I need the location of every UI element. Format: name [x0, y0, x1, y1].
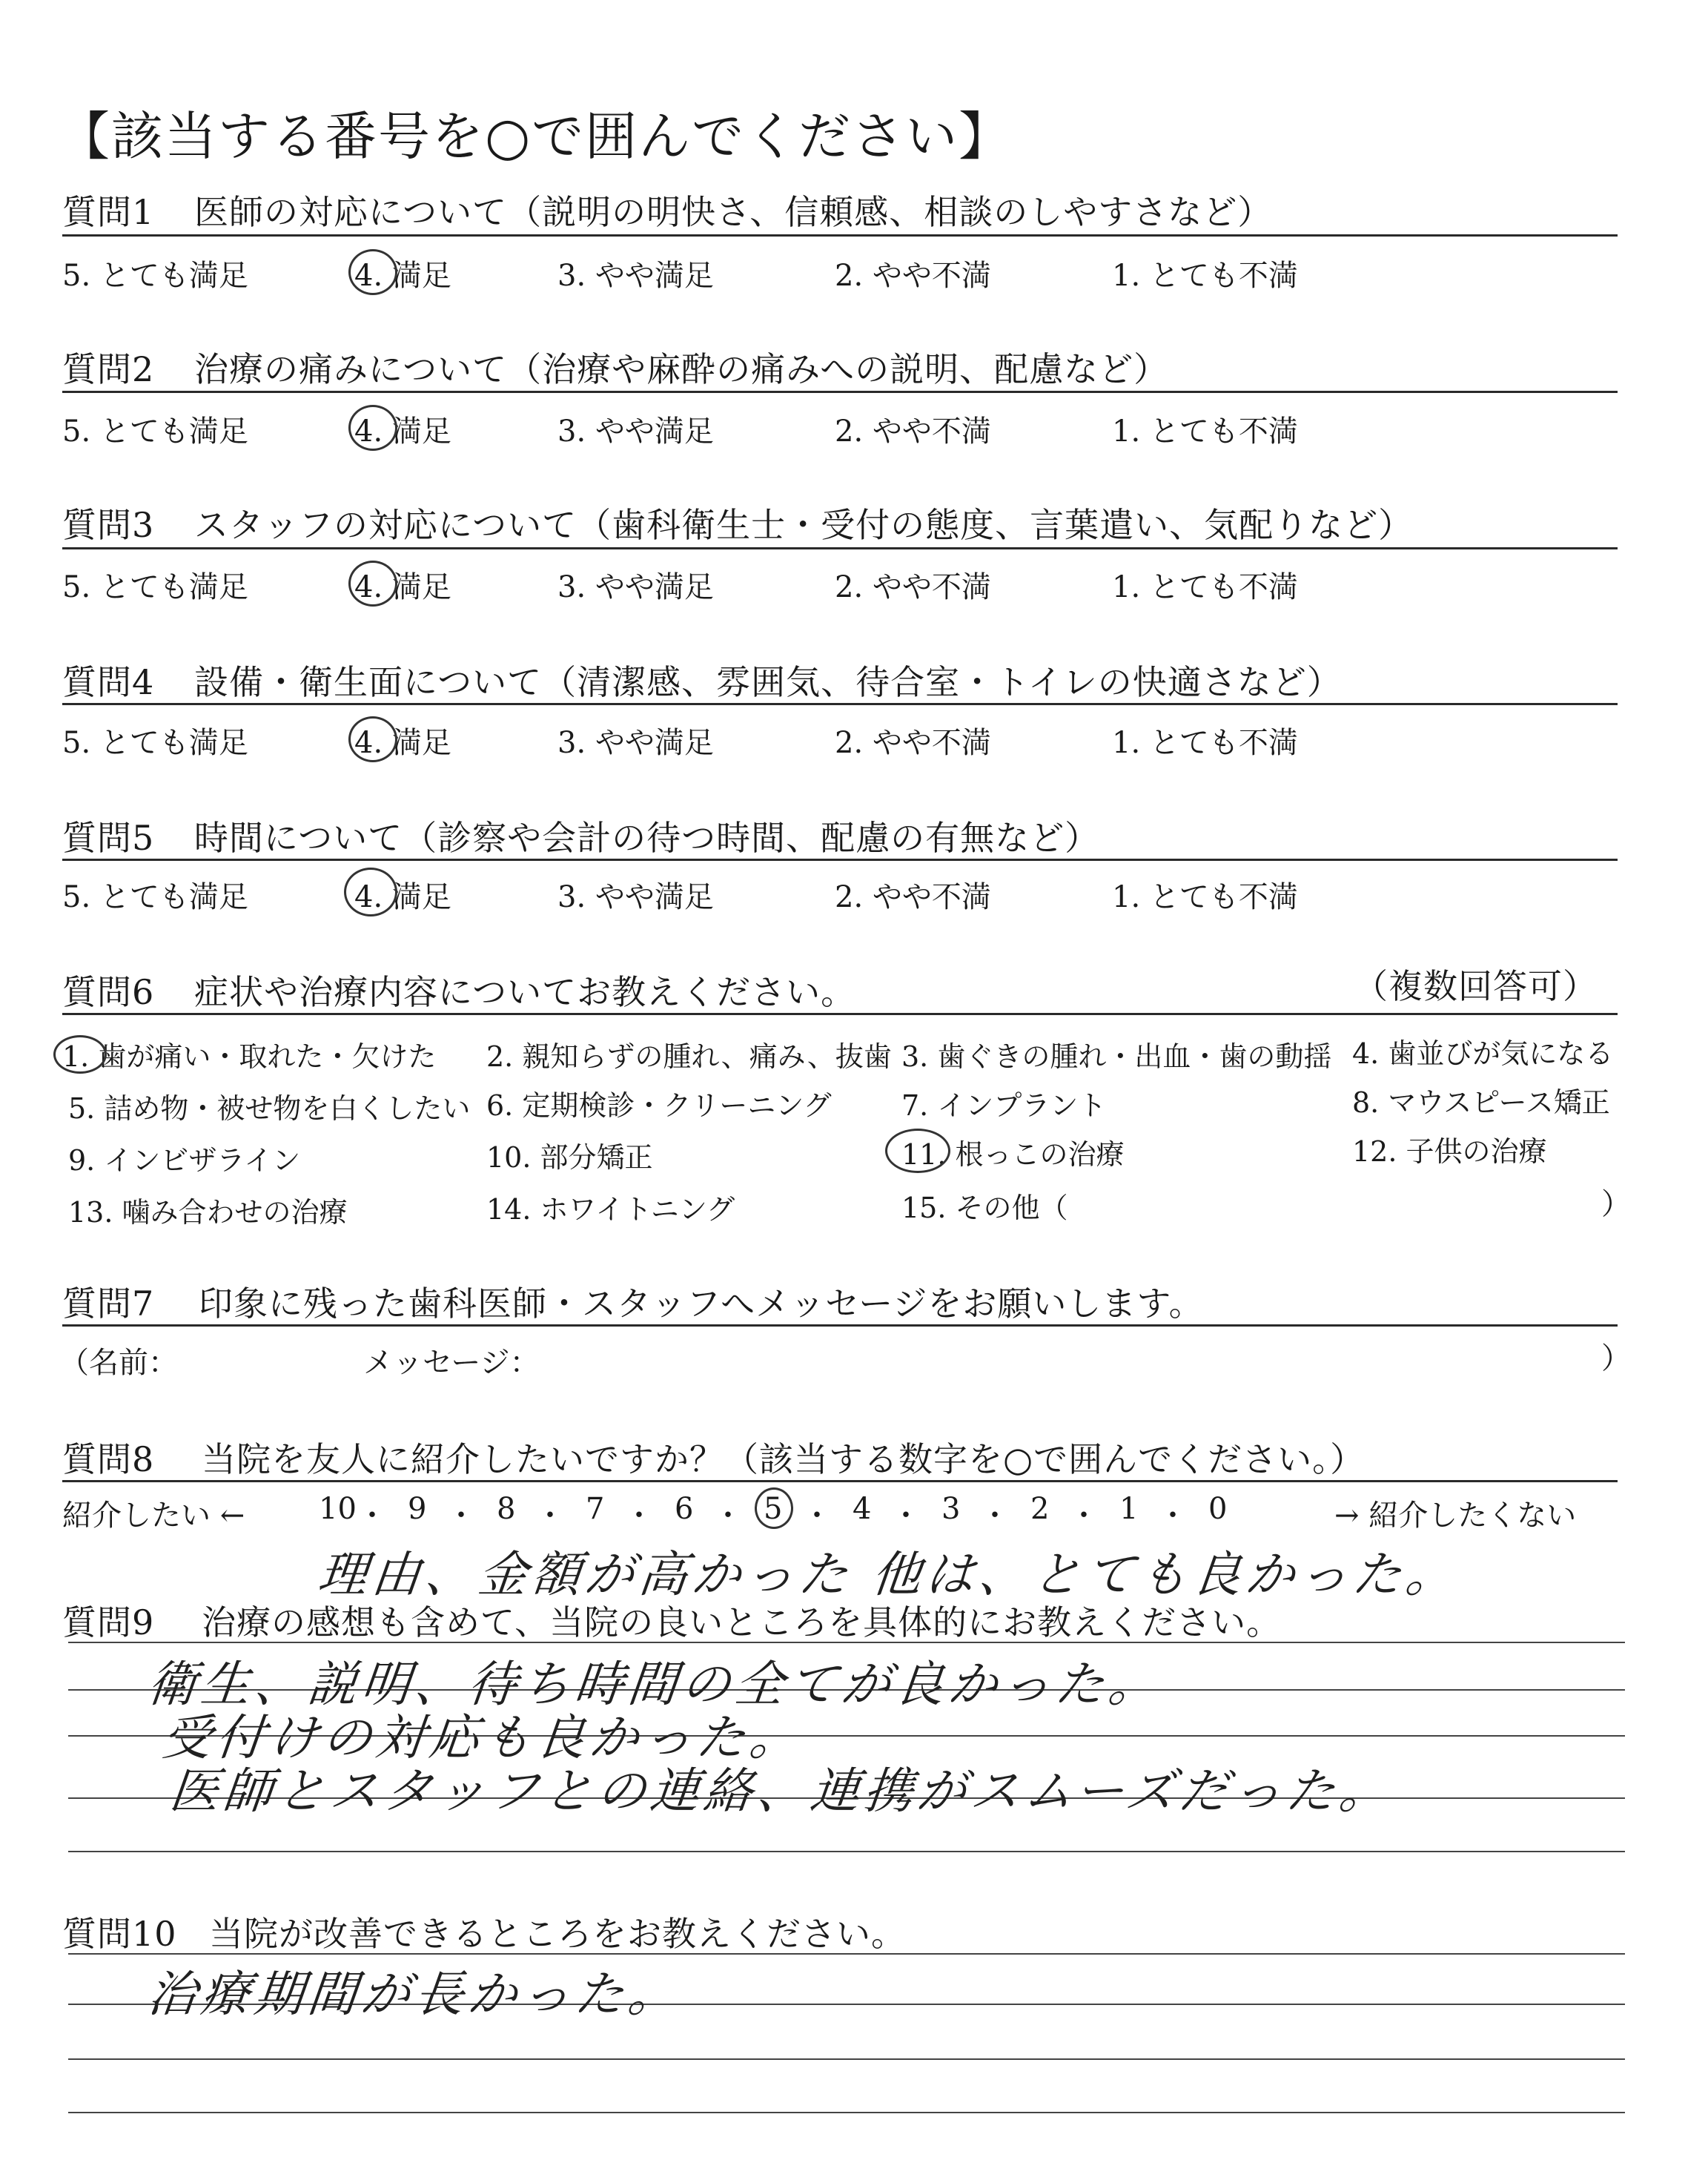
q7-close-paren: ）: [1601, 1341, 1631, 1375]
q4-option-5[interactable]: 5. とても満足: [62, 726, 248, 760]
question-6-label: 質問6: [62, 972, 155, 1012]
q6-item-5[interactable]: 5. 詰め物・被せ物を白くしたい: [68, 1092, 471, 1125]
q1-option-2[interactable]: 2. やや不満: [835, 259, 991, 293]
question-7-label: 質問7: [62, 1284, 155, 1324]
q5-option-2[interactable]: 2. やや不満: [835, 880, 991, 914]
q10-writing-line: [68, 2112, 1625, 2113]
q6-item-1-circle: [53, 1035, 107, 1074]
q9-writing-line: [68, 1851, 1625, 1852]
question-10-text: 当院が改善できるところをお教えください。: [209, 1914, 906, 1954]
question-2-label: 質問2: [62, 349, 155, 389]
q5-option-3[interactable]: 3. やや満足: [557, 880, 714, 914]
q10-writing-line: [68, 2058, 1625, 2060]
q8-scale-separator: ・: [1158, 1499, 1188, 1533]
q8-scale-9[interactable]: 9: [408, 1492, 427, 1526]
q9-answer-line-1: 衛生、説明、待ち時間の全てが良かった。: [145, 1656, 1165, 1713]
q6-item-4[interactable]: 4. 歯並びが気になる: [1352, 1037, 1614, 1070]
q3-option-4[interactable]: 4. 満足: [354, 570, 451, 604]
q1-option-3[interactable]: 3. やや満足: [557, 259, 714, 293]
q6-item-10[interactable]: 10. 部分矯正: [486, 1141, 653, 1174]
q8-scale-5[interactable]: 5: [764, 1492, 783, 1526]
q6-item-2[interactable]: 2. 親知らずの腫れ、痛み、抜歯: [486, 1040, 892, 1073]
q2-option-2[interactable]: 2. やや不満: [835, 415, 991, 449]
q1-option-4[interactable]: 4. 満足: [354, 259, 451, 293]
q8-right-label: → 紹介したくない: [1334, 1499, 1577, 1533]
q8-scale-2[interactable]: 2: [1030, 1492, 1050, 1526]
q5-option-1[interactable]: 1. とても不満: [1112, 880, 1298, 914]
question-5-text: 時間について（診察や会計の待つ時間、配慮の有無など）: [194, 818, 1100, 858]
q1-answer-circle: [348, 249, 397, 295]
q8-scale-separator: ・: [891, 1499, 921, 1533]
question-3-text: スタッフの対応について（歯科衛生士・受付の態度、言葉遣い、気配りなど）: [194, 505, 1414, 545]
question-6-note: （複数回答可）: [1354, 966, 1598, 1006]
q3-answer-circle: [348, 561, 397, 607]
question-6-text: 症状や治療内容についてお教えください。: [194, 972, 856, 1012]
q8-scale-separator: ・: [802, 1499, 832, 1533]
q6-item-6[interactable]: 6. 定期検診・クリーニング: [486, 1089, 832, 1122]
q6-item-11[interactable]: 11. 根っこの治療: [901, 1138, 1125, 1171]
q3-option-1[interactable]: 1. とても不満: [1112, 570, 1298, 604]
q8-scale-separator: ・: [1069, 1499, 1099, 1533]
question-9-text: 治療の感想も含めて、当院の良いところを具体的にお教えください。: [202, 1602, 1282, 1642]
question-4-text: 設備・衛生面について（清潔感、雰囲気、待合室・トイレの快適さなど）: [194, 662, 1342, 702]
q8-scale-8[interactable]: 8: [497, 1492, 516, 1526]
question-5-rule: [62, 859, 1618, 861]
q8-scale-1[interactable]: 1: [1119, 1492, 1139, 1526]
question-9-label: 質問9: [62, 1602, 155, 1642]
q8-scale-separator: ・: [980, 1499, 1010, 1533]
question-1-text: 医師の対応について（説明の明快さ、信頼感、相談のしやすさなど）: [194, 192, 1273, 232]
q8-scale-separator: ・: [713, 1499, 743, 1533]
q10-answer-line-1: 治療期間が長かった。: [145, 1966, 685, 2023]
q4-option-3[interactable]: 3. やや満足: [557, 726, 714, 760]
q4-option-2[interactable]: 2. やや不満: [835, 726, 991, 760]
form-title: 【該当する番号を○で囲んでください】: [58, 106, 1013, 167]
q6-item-12[interactable]: 12. 子供の治療: [1352, 1135, 1547, 1168]
question-4-rule: [62, 703, 1618, 705]
q2-option-5[interactable]: 5. とても満足: [62, 415, 248, 449]
question-3-label: 質問3: [62, 505, 155, 545]
q2-answer-circle: [348, 405, 397, 451]
question-8-rule: [62, 1480, 1618, 1482]
q5-option-4[interactable]: 4. 満足: [354, 880, 451, 914]
q7-message-label: メッセージ：: [363, 1346, 540, 1380]
q8-scale-3[interactable]: 3: [941, 1492, 961, 1526]
q5-option-5[interactable]: 5. とても満足: [62, 880, 248, 914]
q6-item-3[interactable]: 3. 歯ぐきの腫れ・出血・歯の動揺: [901, 1040, 1332, 1073]
question-6-rule: [62, 1013, 1618, 1015]
q8-selected-circle: [755, 1487, 793, 1529]
q8-scale-separator: ・: [357, 1499, 387, 1533]
q7-name-label: （名前：: [59, 1346, 178, 1380]
q8-scale-separator: ・: [535, 1499, 565, 1533]
q8-scale-4[interactable]: 4: [853, 1492, 872, 1526]
q8-scale-separator: ・: [446, 1499, 476, 1533]
q6-item-15[interactable]: 15. その他（: [901, 1192, 1068, 1224]
q3-option-2[interactable]: 2. やや不満: [835, 570, 991, 604]
q8-scale-6[interactable]: 6: [675, 1492, 694, 1526]
q4-option-1[interactable]: 1. とても不満: [1112, 726, 1298, 760]
q1-option-5[interactable]: 5. とても満足: [62, 259, 248, 293]
q8-left-label: 紹介したい ←: [62, 1499, 245, 1533]
question-10-label: 質問10: [62, 1914, 177, 1954]
q4-option-4[interactable]: 4. 満足: [354, 726, 451, 760]
q8-scale: [319, 1492, 1297, 1533]
q6-item-1[interactable]: 1. 歯が痛い・取れた・欠けた: [62, 1040, 437, 1073]
q6-item-13[interactable]: 13. 噛み合わせの治療: [68, 1196, 348, 1229]
q2-option-1[interactable]: 1. とても不満: [1112, 415, 1298, 449]
question-1-label: 質問1: [62, 192, 155, 232]
question-5-label: 質問5: [62, 818, 155, 858]
q8-scale-separator: ・: [624, 1499, 654, 1533]
q6-item-11-circle: [885, 1129, 950, 1173]
question-3-rule: [62, 547, 1618, 549]
q9-writing-line: [68, 1642, 1625, 1643]
q5-answer-circle: [344, 868, 397, 916]
question-7-rule: [62, 1324, 1618, 1327]
q3-option-5[interactable]: 5. とても満足: [62, 570, 248, 604]
q8-scale-7[interactable]: 7: [586, 1492, 605, 1526]
q8-scale-10[interactable]: 10: [319, 1492, 357, 1526]
q6-item-8[interactable]: 8. マウスピース矯正: [1352, 1086, 1610, 1119]
q6-item-9[interactable]: 9. インビザライン: [68, 1144, 301, 1177]
question-2-text: 治療の痛みについて（治療や麻酔の痛みへの説明、配慮など）: [194, 349, 1169, 389]
question-8-label: 質問8: [62, 1439, 155, 1479]
q6-other-close-paren: ）: [1601, 1187, 1631, 1221]
question-8-text: 当院を友人に紹介したいですか？（該当する数字を○で囲んでください。）: [202, 1439, 1366, 1479]
q6-item-14[interactable]: 14. ホワイトニング: [486, 1193, 735, 1226]
question-2-rule: [62, 391, 1618, 393]
q1-option-1[interactable]: 1. とても不満: [1112, 259, 1298, 293]
q8-reason-handwritten: 理由、金額が高かった 他は、とても良かった。: [315, 1546, 1463, 1603]
q8-scale-0[interactable]: 0: [1208, 1492, 1228, 1526]
question-4-label: 質問4: [62, 662, 155, 702]
question-1-rule: [62, 234, 1618, 237]
q9-answer-line-3: 医師とスタッフとの連絡、連携がスムーズだった。: [167, 1763, 1396, 1820]
q2-option-3[interactable]: 3. やや満足: [557, 415, 714, 449]
q4-answer-circle: [348, 716, 397, 762]
q3-option-3[interactable]: 3. やや満足: [557, 570, 714, 604]
question-7-text: 印象に残った歯科医師・スタッフへメッセージをお願いします。: [199, 1284, 1204, 1324]
q2-option-4[interactable]: 4. 満足: [354, 415, 451, 449]
q9-answer-line-2: 受付けの対応も良かった。: [159, 1709, 807, 1766]
q6-item-7[interactable]: 7. インプラント: [901, 1089, 1107, 1122]
